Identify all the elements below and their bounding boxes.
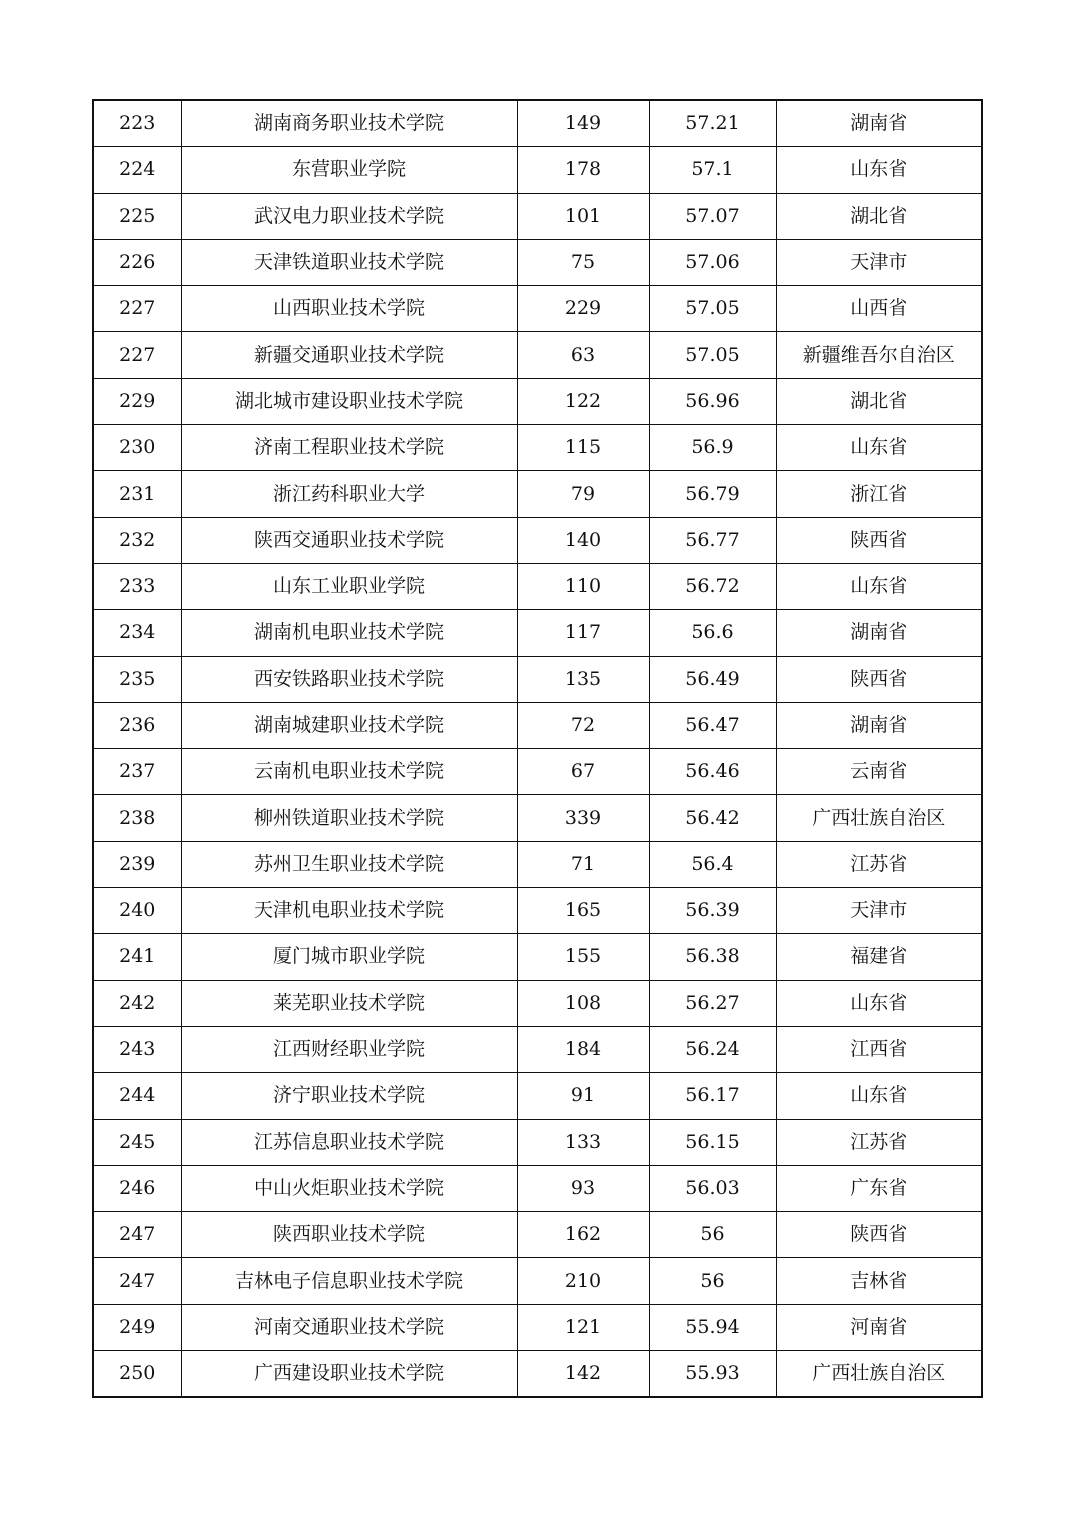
school-name-cell: 湖南城建职业技术学院 [181, 702, 517, 748]
rank-cell: 240 [93, 888, 181, 934]
school-name-cell: 厦门城市职业学院 [181, 934, 517, 980]
score-cell: 56 [649, 1258, 776, 1304]
count-cell: 210 [517, 1258, 649, 1304]
table-row [93, 471, 982, 517]
school-name-cell: 莱芜职业技术学院 [181, 980, 517, 1026]
school-name-cell: 湖北城市建设职业技术学院 [181, 378, 517, 424]
score-cell: 56.27 [649, 980, 776, 1026]
rank-cell: 249 [93, 1304, 181, 1350]
school-name-cell: 中山火炬职业技术学院 [181, 1165, 517, 1211]
ranking-table [92, 99, 983, 1398]
score-cell: 57.07 [649, 193, 776, 239]
province-cell: 新疆维吾尔自治区 [776, 332, 982, 378]
count-cell: 63 [517, 332, 649, 378]
count-cell: 122 [517, 378, 649, 424]
school-name-cell: 浙江药科职业大学 [181, 471, 517, 517]
count-cell: 121 [517, 1304, 649, 1350]
table-row [93, 1304, 982, 1350]
school-name-cell: 湖南机电职业技术学院 [181, 610, 517, 656]
school-name-cell: 新疆交通职业技术学院 [181, 332, 517, 378]
score-cell: 57.06 [649, 239, 776, 285]
school-name-cell: 山东工业职业学院 [181, 563, 517, 609]
count-cell: 91 [517, 1073, 649, 1119]
table-row [93, 1073, 982, 1119]
count-cell: 140 [517, 517, 649, 563]
rank-cell: 231 [93, 471, 181, 517]
score-cell: 55.93 [649, 1351, 776, 1398]
count-cell: 155 [517, 934, 649, 980]
school-name-cell: 天津铁道职业技术学院 [181, 239, 517, 285]
score-cell: 56.17 [649, 1073, 776, 1119]
score-cell: 56.72 [649, 563, 776, 609]
rank-cell: 229 [93, 378, 181, 424]
school-name-cell: 武汉电力职业技术学院 [181, 193, 517, 239]
table-row [93, 888, 982, 934]
table-row [93, 1119, 982, 1165]
count-cell: 72 [517, 702, 649, 748]
score-cell: 56.03 [649, 1165, 776, 1211]
school-name-cell: 济宁职业技术学院 [181, 1073, 517, 1119]
rank-cell: 241 [93, 934, 181, 980]
province-cell: 浙江省 [776, 471, 982, 517]
table-row [93, 656, 982, 702]
rank-cell: 247 [93, 1212, 181, 1258]
count-cell: 117 [517, 610, 649, 656]
province-cell: 广东省 [776, 1165, 982, 1211]
count-cell: 142 [517, 1351, 649, 1398]
table-row [93, 147, 982, 193]
count-cell: 67 [517, 749, 649, 795]
table-row [93, 1258, 982, 1304]
table-row [93, 378, 982, 424]
table-row [93, 517, 982, 563]
count-cell: 108 [517, 980, 649, 1026]
province-cell: 江西省 [776, 1026, 982, 1072]
rank-cell: 227 [93, 286, 181, 332]
score-cell: 56.49 [649, 656, 776, 702]
table-row [93, 749, 982, 795]
count-cell: 101 [517, 193, 649, 239]
province-cell: 山东省 [776, 425, 982, 471]
table-row [93, 610, 982, 656]
rank-cell: 242 [93, 980, 181, 1026]
rank-cell: 224 [93, 147, 181, 193]
table-row [93, 100, 982, 147]
score-cell: 56.46 [649, 749, 776, 795]
count-cell: 71 [517, 841, 649, 887]
province-cell: 山东省 [776, 980, 982, 1026]
count-cell: 133 [517, 1119, 649, 1165]
table-row [93, 841, 982, 887]
province-cell: 陕西省 [776, 1212, 982, 1258]
count-cell: 149 [517, 100, 649, 147]
score-cell: 56.15 [649, 1119, 776, 1165]
count-cell: 79 [517, 471, 649, 517]
province-cell: 天津市 [776, 888, 982, 934]
school-name-cell: 柳州铁道职业技术学院 [181, 795, 517, 841]
score-cell: 56.96 [649, 378, 776, 424]
province-cell: 江苏省 [776, 1119, 982, 1165]
table-row [93, 1026, 982, 1072]
score-cell: 57.21 [649, 100, 776, 147]
school-name-cell: 湖南商务职业技术学院 [181, 100, 517, 147]
province-cell: 湖南省 [776, 610, 982, 656]
school-name-cell: 广西建设职业技术学院 [181, 1351, 517, 1398]
count-cell: 184 [517, 1026, 649, 1072]
school-name-cell: 西安铁路职业技术学院 [181, 656, 517, 702]
count-cell: 339 [517, 795, 649, 841]
province-cell: 福建省 [776, 934, 982, 980]
count-cell: 178 [517, 147, 649, 193]
table-row [93, 1212, 982, 1258]
province-cell: 吉林省 [776, 1258, 982, 1304]
table-row [93, 980, 982, 1026]
rank-cell: 245 [93, 1119, 181, 1165]
school-name-cell: 苏州卫生职业技术学院 [181, 841, 517, 887]
school-name-cell: 陕西职业技术学院 [181, 1212, 517, 1258]
score-cell: 56 [649, 1212, 776, 1258]
province-cell: 云南省 [776, 749, 982, 795]
school-name-cell: 河南交通职业技术学院 [181, 1304, 517, 1350]
province-cell: 广西壮族自治区 [776, 795, 982, 841]
score-cell: 55.94 [649, 1304, 776, 1350]
table-row [93, 239, 982, 285]
score-cell: 57.05 [649, 332, 776, 378]
province-cell: 山西省 [776, 286, 982, 332]
province-cell: 山东省 [776, 147, 982, 193]
score-cell: 56.6 [649, 610, 776, 656]
rank-cell: 243 [93, 1026, 181, 1072]
rank-cell: 238 [93, 795, 181, 841]
rank-cell: 233 [93, 563, 181, 609]
school-name-cell: 东营职业学院 [181, 147, 517, 193]
score-cell: 56.77 [649, 517, 776, 563]
table-row [93, 193, 982, 239]
rank-cell: 247 [93, 1258, 181, 1304]
table-row [93, 702, 982, 748]
rank-cell: 239 [93, 841, 181, 887]
school-name-cell: 江苏信息职业技术学院 [181, 1119, 517, 1165]
table-row [93, 563, 982, 609]
rank-cell: 246 [93, 1165, 181, 1211]
score-cell: 56.47 [649, 702, 776, 748]
rank-cell: 232 [93, 517, 181, 563]
table-row [93, 795, 982, 841]
score-cell: 56.24 [649, 1026, 776, 1072]
table-row [93, 286, 982, 332]
rank-cell: 244 [93, 1073, 181, 1119]
province-cell: 江苏省 [776, 841, 982, 887]
rank-cell: 230 [93, 425, 181, 471]
province-cell: 湖北省 [776, 378, 982, 424]
rank-cell: 226 [93, 239, 181, 285]
table-row [93, 934, 982, 980]
table-row [93, 332, 982, 378]
ranking-table-body [93, 100, 982, 1397]
province-cell: 陕西省 [776, 656, 982, 702]
province-cell: 陕西省 [776, 517, 982, 563]
score-cell: 56.38 [649, 934, 776, 980]
school-name-cell: 江西财经职业学院 [181, 1026, 517, 1072]
rank-cell: 236 [93, 702, 181, 748]
rank-cell: 223 [93, 100, 181, 147]
count-cell: 229 [517, 286, 649, 332]
count-cell: 115 [517, 425, 649, 471]
score-cell: 56.39 [649, 888, 776, 934]
count-cell: 135 [517, 656, 649, 702]
count-cell: 162 [517, 1212, 649, 1258]
count-cell: 110 [517, 563, 649, 609]
score-cell: 56.79 [649, 471, 776, 517]
school-name-cell: 陕西交通职业技术学院 [181, 517, 517, 563]
school-name-cell: 山西职业技术学院 [181, 286, 517, 332]
rank-cell: 234 [93, 610, 181, 656]
rank-cell: 250 [93, 1351, 181, 1398]
school-name-cell: 吉林电子信息职业技术学院 [181, 1258, 517, 1304]
province-cell: 广西壮族自治区 [776, 1351, 982, 1398]
rank-cell: 225 [93, 193, 181, 239]
table-row [93, 1165, 982, 1211]
province-cell: 河南省 [776, 1304, 982, 1350]
school-name-cell: 济南工程职业技术学院 [181, 425, 517, 471]
rank-cell: 235 [93, 656, 181, 702]
table-row [93, 1351, 982, 1398]
score-cell: 56.42 [649, 795, 776, 841]
count-cell: 165 [517, 888, 649, 934]
count-cell: 75 [517, 239, 649, 285]
school-name-cell: 天津机电职业技术学院 [181, 888, 517, 934]
score-cell: 57.1 [649, 147, 776, 193]
score-cell: 56.9 [649, 425, 776, 471]
score-cell: 57.05 [649, 286, 776, 332]
table-row [93, 425, 982, 471]
province-cell: 湖北省 [776, 193, 982, 239]
province-cell: 山东省 [776, 563, 982, 609]
province-cell: 天津市 [776, 239, 982, 285]
rank-cell: 227 [93, 332, 181, 378]
province-cell: 湖南省 [776, 702, 982, 748]
count-cell: 93 [517, 1165, 649, 1211]
province-cell: 山东省 [776, 1073, 982, 1119]
school-name-cell: 云南机电职业技术学院 [181, 749, 517, 795]
score-cell: 56.4 [649, 841, 776, 887]
province-cell: 湖南省 [776, 100, 982, 147]
rank-cell: 237 [93, 749, 181, 795]
